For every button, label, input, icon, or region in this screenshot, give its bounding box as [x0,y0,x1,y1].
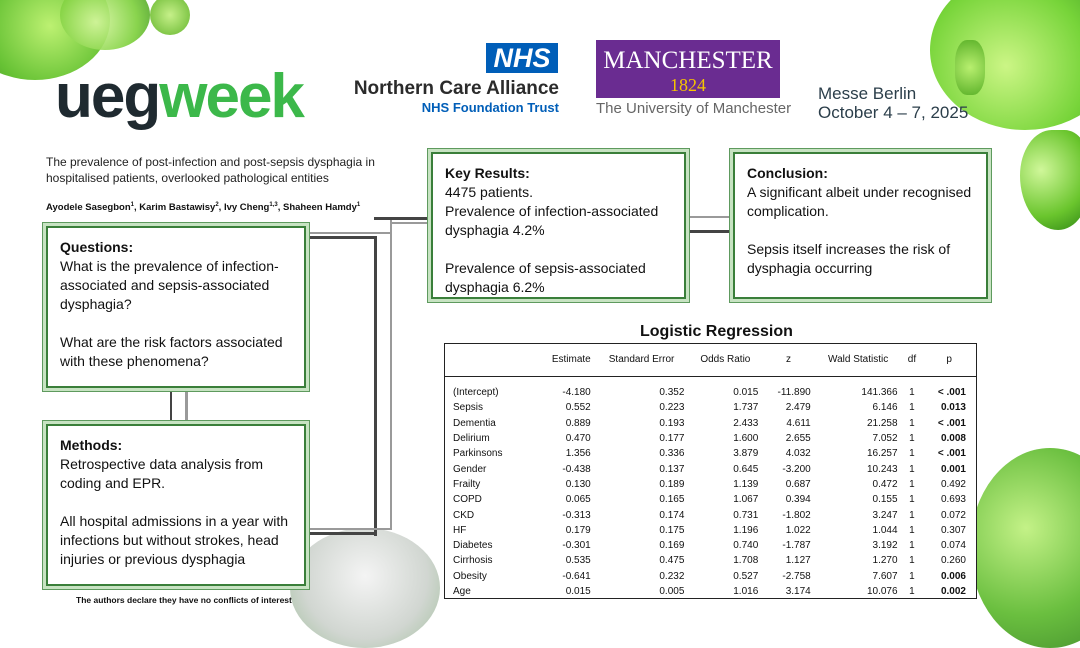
column-header: df [902,344,923,377]
cell-name: Age [453,586,471,597]
cell-df: 1 [909,555,915,567]
cell-p: 0.072 [940,509,966,521]
table-row [445,431,976,446]
cell-wald: 7.052 [872,433,898,445]
cell-df: 1 [909,494,915,506]
table-row [445,377,976,401]
cell-se: 0.165 [659,494,685,506]
cell-estimate: -0.313 [562,509,591,521]
table-row [445,446,976,461]
conclusion-1: A significant albeit under recognised complication. [747,184,972,219]
cell-name: Dementia [453,417,496,429]
nca-title: Northern Care Alliance [353,78,559,99]
result-3: Prevalence of sepsis-associated dysphagia 6.2% [445,260,646,295]
method-1: Retrospective data analysis from coding and EPR. [60,456,264,491]
cell-wald: 16.257 [866,448,898,460]
cell-wald: 3.247 [872,509,898,521]
table-row [445,523,976,538]
connector-line [306,236,376,239]
cell-p: 0.074 [940,540,966,552]
connector-line [170,388,172,424]
cell-name: Parkinsons [453,448,503,460]
result-1: 4475 patients. [445,184,533,200]
cell-se: 0.223 [659,402,685,414]
event-dates: October 4 – 7, 2025 [818,103,969,122]
cell-df: 1 [909,586,915,597]
table-row [445,507,976,522]
table-row [445,416,976,431]
conclusion-heading: Conclusion: [747,165,828,181]
author-separator: , [277,202,283,214]
cell-name: (Intercept) [453,387,499,399]
manchester-university: The University of Manchester [596,100,792,117]
cell-estimate: -0.301 [562,540,591,552]
cell-p: 0.001 [940,463,966,475]
table-header-row [445,344,976,377]
result-2: Prevalence of infection-associated dysphagia 4.2% [445,203,659,238]
cell-z: 4.611 [786,417,811,429]
connector-line [185,388,188,424]
cell-se: 0.232 [659,570,685,582]
cell-wald: 10.076 [866,586,898,597]
cell-z: 1.127 [785,555,811,567]
question-1: What is the prevalence of infection-associated and sepsis-associated dysphagia? [60,258,279,312]
cell-or: 1.708 [733,555,759,567]
cell-wald: 0.155 [872,494,898,506]
cell-df: 1 [909,463,915,475]
cell-df: 1 [909,540,915,552]
cell-estimate: 0.065 [565,494,591,506]
cell-df: 1 [909,448,915,460]
cell-or: 1.139 [733,478,759,490]
cell-name: Cirrhosis [453,555,493,567]
table-row [445,569,976,584]
cell-z: 2.479 [785,402,811,414]
column-header: Estimate [535,344,595,377]
cell-df: 1 [909,478,915,490]
table-row [445,553,976,568]
cell-name: HF [453,524,467,536]
nhs-logo: NHS [486,43,558,73]
cell-or: 1.737 [733,402,759,414]
decorative-blob [970,448,1080,648]
cell-p: 0.006 [940,570,966,582]
cell-p: 0.693 [940,494,966,506]
cell-z: 0.394 [785,494,811,506]
cell-wald: 1.044 [872,524,898,536]
ueg-week-logo: uegweek [55,62,303,131]
cell-name: Frailty [453,478,481,490]
cell-z: 4.032 [785,448,811,460]
author-name: Karim Bastawisy [139,202,216,214]
author-affiliation: 2 [215,202,219,208]
methods-box [46,424,306,586]
cell-df: 1 [909,509,915,521]
cell-p: 0.008 [940,433,966,445]
connector-line [306,232,391,234]
column-header: Odds Ratio [688,344,762,377]
cell-se: 0.189 [659,478,685,490]
cell-or: 0.740 [733,540,759,552]
cell-name: COPD [453,494,482,506]
methods-heading: Methods: [60,437,123,453]
venue: Messe Berlin [818,84,917,103]
manchester-year: 1824 [670,75,706,95]
cell-name: Gender [453,463,487,475]
key-results-box [431,152,686,299]
author-affiliation: 1 [130,202,134,208]
cell-se: 0.177 [659,433,685,445]
cell-z: 3.174 [785,586,811,597]
cell-se: 0.336 [659,448,685,460]
cell-estimate: 0.535 [565,555,591,567]
manchester-name: MANCHESTER [603,47,773,74]
connector-line [306,532,376,535]
cell-wald: 7.607 [872,570,898,582]
cell-estimate: -0.438 [562,463,591,475]
cell-wald: 0.472 [872,478,898,490]
method-2: All hospital admissions in a year with infections but without strokes, head injuries or previous dysphagia [60,513,288,567]
connector-line [686,230,733,233]
conflict-declaration: The authors declare they have no conflicts of interest [76,595,292,605]
cell-estimate: 0.470 [565,433,591,445]
cell-z: -11.890 [777,387,811,399]
cell-wald: 141.366 [861,387,898,399]
cell-or: 0.527 [733,570,759,582]
cell-z: -2.758 [782,570,811,582]
regression-title: Logistic Regression [640,323,793,340]
cell-se: 0.137 [659,463,685,475]
conclusion-2: Sepsis itself increases the risk of dysphagia occurring [747,241,951,276]
cell-p: 0.492 [940,478,966,490]
cell-se: 0.169 [659,540,685,552]
cell-df: 1 [909,570,915,582]
cell-or: 0.015 [733,387,759,399]
cell-or: 1.196 [733,524,759,536]
cell-se: 0.193 [659,417,685,429]
cell-or: 1.600 [733,433,759,445]
table-row [445,538,976,553]
author-name: Ivy Cheng [223,202,270,214]
table-row [445,492,976,507]
cell-p: 0.002 [940,586,966,597]
cell-estimate: 0.889 [565,417,591,429]
decorative-blob [1020,130,1080,230]
cell-se: 0.174 [659,509,685,521]
connector-line [306,528,392,530]
cell-df: 1 [909,524,915,536]
author-name: Ayodele Sasegbon [46,202,131,214]
cell-estimate: 0.179 [565,524,591,536]
cell-df: 1 [909,387,915,399]
cell-or: 1.067 [733,494,759,506]
table-row [445,461,976,476]
author-affiliation: 1,3 [269,202,278,208]
cell-z: 0.687 [785,478,811,490]
cell-name: Diabetes [453,540,493,552]
cell-name: Obesity [453,570,487,582]
cell-name: Sepsis [453,402,484,414]
cell-wald: 3.192 [872,540,898,552]
table-row [445,477,976,492]
cell-df: 1 [909,417,915,429]
decorative-blob [955,40,985,95]
cell-p: < .001 [937,448,966,460]
author-list [46,202,406,213]
cell-p: 0.307 [940,524,966,536]
cell-wald: 6.146 [872,402,898,414]
column-header [445,344,535,377]
cell-wald: 21.258 [866,417,898,429]
conclusion-box [733,152,988,299]
connector-line [374,217,431,220]
cell-z: 2.655 [785,433,811,445]
question-2: What are the risk factors associated with these phenomena? [60,334,283,369]
cell-estimate: 0.552 [565,402,591,414]
cell-or: 2.433 [733,417,759,429]
cell-p: 0.013 [940,402,966,414]
cell-estimate: 0.015 [565,586,591,597]
questions-heading: Questions: [60,239,134,255]
cell-p: 0.260 [940,555,966,567]
cell-estimate: -0.641 [562,570,591,582]
cell-z: -1.787 [782,540,811,552]
cell-df: 1 [909,433,915,445]
cell-name: CKD [453,509,475,521]
manchester-logo [596,40,780,98]
key-results-heading: Key Results: [445,165,530,181]
column-header: z [762,344,814,377]
cell-df: 1 [909,402,915,414]
cell-estimate: 0.130 [565,478,591,490]
cell-wald: 1.270 [872,555,898,567]
connector-line [390,222,431,224]
column-header: Wald Statistic [815,344,902,377]
column-header: p [922,344,976,377]
cell-or: 3.879 [733,448,759,460]
cell-estimate: -4.180 [562,387,591,399]
cell-z: 1.022 [785,524,811,536]
decorative-blob [150,0,190,35]
author-affiliation: 1 [356,202,361,208]
author-separator: , [218,202,224,214]
cell-or: 0.645 [733,463,759,475]
cell-estimate: 1.356 [565,448,591,460]
cell-or: 1.016 [733,586,759,597]
connector-line [686,216,733,218]
questions-box [46,226,306,388]
regression-table [444,343,977,599]
cell-p: < .001 [937,387,966,399]
cell-se: 0.005 [659,586,685,597]
cell-name: Delirium [453,433,490,445]
connector-line [374,236,377,536]
nca-subtitle: NHS Foundation Trust [421,100,559,115]
cell-p: < .001 [937,417,966,429]
connector-line [390,220,392,530]
cell-se: 0.475 [659,555,685,567]
cell-wald: 10.243 [866,463,898,475]
table-row [445,400,976,415]
decorative-organ-image [290,528,440,648]
author-name: Shaheen Hamdy [282,202,357,214]
column-header: Standard Error [595,344,689,377]
cell-or: 0.731 [733,509,759,521]
poster-title: The prevalence of post-infection and post-sepsis dysphagia in hospitalised patients, overlooked pathological entities [46,155,375,185]
cell-z: -3.200 [782,463,811,475]
table-row [445,584,976,599]
cell-se: 0.175 [659,524,685,536]
cell-z: -1.802 [782,509,811,521]
cell-se: 0.352 [659,387,685,399]
author-separator: , [134,202,140,214]
